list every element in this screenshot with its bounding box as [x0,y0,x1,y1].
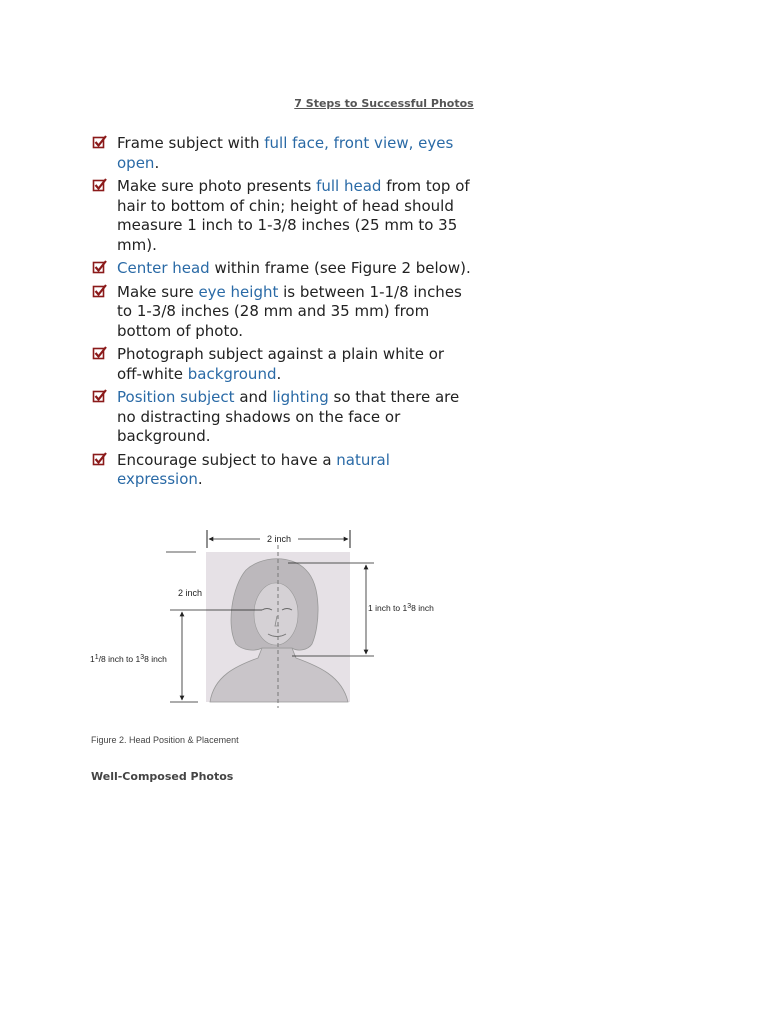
step-item [92,388,472,447]
step-highlight: background [187,364,277,383]
checkbox-checked-icon [92,389,107,404]
step-highlight: eye height [198,282,279,301]
step-text: Photograph subject against a plain white or off-white [117,345,445,383]
step-item [92,451,472,490]
step-text: Make sure photo presents [117,177,317,195]
width-label: 2 inch [266,534,292,544]
step-item [92,134,472,173]
step-text: so that there are no distracting shadows on the face or background. [117,388,460,445]
step-text: from top of hair to bottom of chin; height of head should measure 1 inch to 1-3/8 inches (25 mm to 35 mm). [117,177,470,254]
step-text: . [197,470,203,488]
face [254,583,298,645]
checkbox-checked-icon [92,284,107,299]
step-item [92,177,472,255]
step-text: . [154,153,160,172]
step-highlight: Position subject [117,388,235,406]
steps-list [92,134,472,494]
eye-height-label: $1^1/8$ inch to $1^38$ inch [90,654,167,664]
step-text: Frame subject with [117,134,265,152]
step-text: within frame (see Figure 2 below). [209,259,471,277]
checkbox-checked-icon [92,452,107,467]
frame-height-label: 2 inch [178,588,203,598]
step-item [92,345,472,384]
step-text: and [234,388,273,406]
step-highlight: Center head [117,259,210,277]
step-highlight: natural expression [117,450,390,488]
checkbox-checked-icon [92,346,107,361]
step-highlight: full face, front view, eyes open [117,134,454,172]
checkbox-checked-icon [92,178,107,193]
figure-caption: Figure 2. Head Position & Placement [91,735,239,745]
step-item [92,283,472,342]
head-height-label: 1 inch to $1^38$ inch [368,603,434,613]
step-item [92,259,472,279]
section-heading: Well-Composed Photos [91,770,234,783]
step-text: Make sure [117,282,199,301]
head-position-figure [86,526,456,716]
step-text: is between 1-1/8 inches to 1-3/8 inches (28 mm and 35 mm) from bottom of photo. [117,282,462,340]
step-text: . [276,364,282,383]
page-title: 7 Steps to Successful Photos [294,97,474,110]
step-text: Encourage subject to have a [117,450,337,469]
checkbox-checked-icon [92,260,107,275]
checkbox-checked-icon [92,135,107,150]
step-highlight: full head [316,177,382,195]
step-highlight: lighting [272,388,329,406]
